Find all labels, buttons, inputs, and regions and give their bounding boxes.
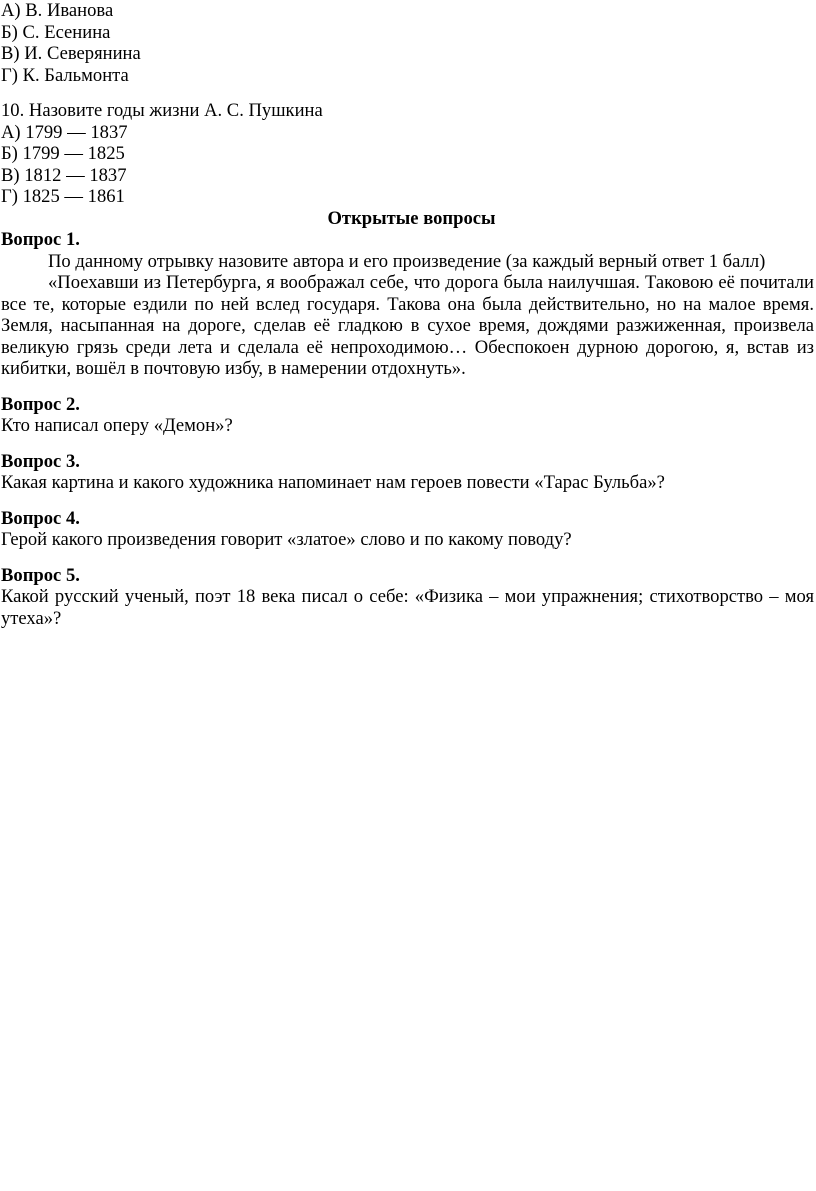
- spacer: [1, 494, 814, 508]
- question-text: 10. Назовите годы жизни А. С. Пушкина: [1, 100, 323, 121]
- document-page: [1, 0, 814, 629]
- open-question-4: [1, 508, 814, 551]
- spacer: [1, 380, 814, 394]
- question-intro: По данному отрывку назовите автора и его произведение (за каждый верный ответ 1 балл): [48, 250, 766, 272]
- question-text: Герой какого произведения говорит «златое» слово и по какому поводу?: [1, 529, 572, 550]
- question-title: Вопрос 1.: [1, 229, 80, 250]
- spacer: [1, 86, 814, 100]
- open-question-1: [1, 229, 814, 380]
- answer-option: В) 1812 — 1837: [1, 164, 127, 186]
- answer-option: В) И. Северянина: [1, 43, 141, 64]
- question-text: Какая картина и какого художника напоминает нам героев повести «Тарас Бульба»?: [1, 472, 665, 493]
- q10-block: [1, 100, 814, 208]
- open-question-3: [1, 451, 814, 494]
- question-title: Вопрос 5.: [1, 564, 80, 586]
- q9-options: [1, 0, 814, 86]
- open-question-2: [1, 394, 814, 437]
- answer-option: Б) С. Есенина: [1, 21, 111, 43]
- question-title: Вопрос 3.: [1, 450, 80, 472]
- spacer: [1, 551, 814, 565]
- spacer: [1, 437, 814, 451]
- quote-text: «Поехавши из Петербурга, я воображал себе, что дорога была наилучшая. Таковою её почитали все те, которые ездили по ней вслед государя. Такова она была действительно, но на малое время. Земля, насыпанная на дороге, сделав её гладкою в сухое время, дождями разжиженная, произвела великую грязь среди лета и сделала её непроходимою… Обеспокоен дурною дорогою, я, встав из кибитки, вошёл в почтовую избу, в намерении отдохнуть».: [1, 272, 814, 379]
- question-title: Вопрос 4.: [1, 507, 80, 529]
- question-text: Какой русский ученый, поэт 18 века писал о себе: «Физика – мои упражнения; стихотворство – моя утеха»?: [1, 586, 814, 629]
- answer-option: А) 1799 — 1837: [1, 121, 128, 143]
- question-text: Кто написал оперу «Демон»?: [1, 415, 233, 436]
- section-title: Открытые вопросы: [327, 207, 496, 229]
- question-title: Вопрос 2.: [1, 393, 80, 415]
- open-question-5: [1, 565, 814, 630]
- answer-option: Б) 1799 — 1825: [1, 143, 125, 164]
- answer-option: Г) 1825 — 1861: [1, 186, 125, 207]
- answer-option: Г) К. Бальмонта: [1, 64, 129, 86]
- answer-option: А) В. Иванова: [1, 0, 114, 21]
